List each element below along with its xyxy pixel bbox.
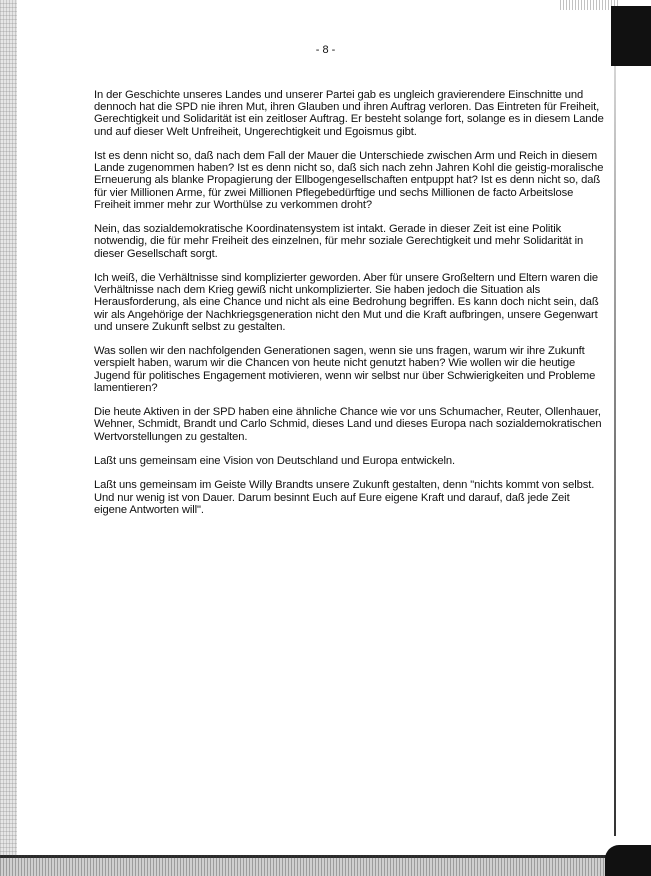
paragraph: Laßt uns gemeinsam im Geiste Willy Brandts unsere Zukunft gestalten, denn "nichts kommt von selbst. Und nur wenig ist von Dauer. Darum besinnt Euch auf Eure eigene Kraft und darauf, daß jede Zeit eigene Antworten will". xyxy=(94,479,595,516)
paragraph: In der Geschichte unseres Landes und unserer Partei gab es ungleich gravierendere Einschnitte und dennoch hat die SPD nie ihren Mut, ihren Glauben und ihren Auftrag verloren. Das Eintreten für Freiheit, Gerechtigkeit und Solidarität ist ein zeitloser Auftrag. Er besteht solange fort, solange es in diesem Lande und auf dieser Welt Unfreiheit, Ungerechtigkeit und Egoismus gibt. xyxy=(94,89,604,138)
paragraph: Laßt uns gemeinsam eine Vision von Deutschland und Europa entwickeln. xyxy=(94,455,456,467)
paragraph: Ist es denn nicht so, daß nach dem Fall der Mauer die Unterschiede zwischen Arm und Reich in diesem Lande zugenommen haben? Ist es denn nicht so, daß sich nach zehn Jahren Kohl die geistig-moralische Erneuerung als blanke Propagierung der Ellbogengesellschaften entpuppt hat? Ist es denn nicht so, daß für vier Millionen Arme, für zwei Millionen Pflegebedürftige und sechs Millionen de facto Arbeitslose Freiheit immer mehr zur Worthülse zu verkommen droht? xyxy=(94,150,604,211)
paragraph: Ich weiß, die Verhältnisse sind komplizierter geworden. Aber für unsere Großeltern und Eltern waren die Verhältnisse nach dem Krieg gewiß nicht unkomplizierter. Sie haben jedoch die Situation als Herausforderung, als eine Chance und nicht als eine Bedrohung begriffen. Es kann doch nicht sein, daß wir als Angehörige der Nachkriegsgeneration nicht den Mut und die Kraft aufbringen, unsere Gegenwart und unsere Zukunft selbst zu gestalten. xyxy=(94,272,599,333)
scan-edge-right xyxy=(614,66,616,836)
page-number: - 8 - xyxy=(315,44,336,56)
paragraph: Die heute Aktiven in der SPD haben eine ähnliche Chance wie vor uns Schumacher, Reuter, Ollenhauer, Wehner, Schmidt, Brandt und Carlo Schmid, dieses Land und dieses Europa nach sozialdemokratischen Wertvorstellungen zu gestalten. xyxy=(94,406,602,443)
paragraph: Was sollen wir den nachfolgenden Generationen sagen, wenn sie uns fragen, warum wir ihre Zukunft verspielt haben, warum wir die Chancen von heute nicht genutzt haben? Wie wollen wir die heutige Jugend für politisches Engagement motivieren, wenn wir selbst nur über Schwierigkeiten und Probleme lamentieren? xyxy=(94,345,596,394)
scan-edge-left xyxy=(0,0,17,876)
paragraph: Nein, das sozialdemokratische Koordinatensystem ist intakt. Gerade in dieser Zeit ist eine Politik notwendig, die für mehr Freiheit des einzelnen, für mehr soziale Gerechtigkeit und mehr Solidarität in dieser Gesellschaft sorgt. xyxy=(94,223,584,260)
scan-artifact-corner xyxy=(605,845,651,876)
scan-edge-bottom xyxy=(0,855,651,876)
document-body xyxy=(94,89,604,528)
scan-artifact-tab xyxy=(611,6,651,66)
